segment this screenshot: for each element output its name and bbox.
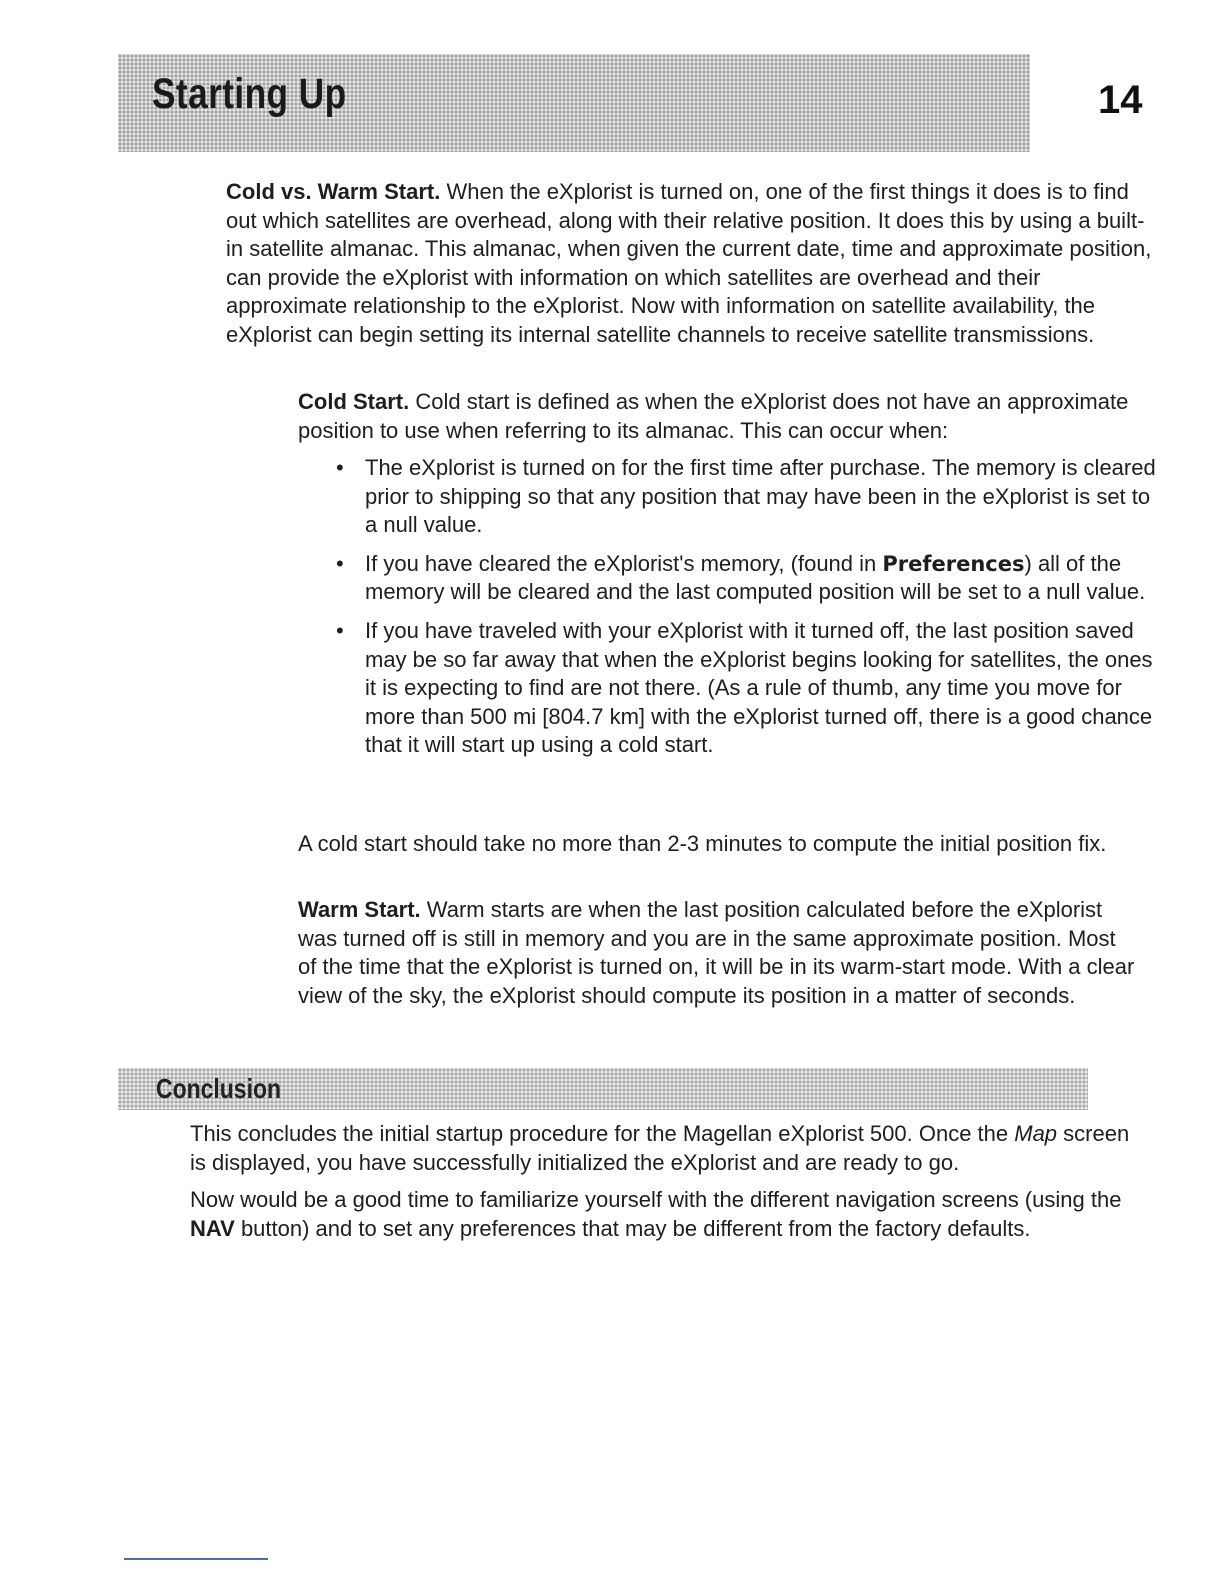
bullet-icon: • bbox=[336, 617, 344, 643]
warm-start-paragraph bbox=[298, 896, 1138, 1010]
footer-rule bbox=[124, 1558, 268, 1560]
list-item-text: The eXplorist is turned on for the first time after purchase. The memory is cleared prior to shipping so that any position that may have been in the eXplorist is set to a null value. bbox=[365, 455, 1156, 538]
conclusion-paragraph-1 bbox=[190, 1120, 1150, 1177]
cold-start-body: Cold start is defined as when the eXplorist does not have an approximate position to use when referring to its almanac. This can occur when: bbox=[298, 389, 1129, 443]
cold-start-duration-paragraph: A cold start should take no more than 2-3 minutes to compute the initial position fix. bbox=[298, 831, 1107, 856]
map-screen-term: Map bbox=[1014, 1121, 1058, 1146]
list-item-text: If you have traveled with your eXplorist with it turned off, the last position saved may be so far away that when the eXplorist begins looking for satellites, the ones it is expecting to find are not there. (As a rule of thumb, any time you move for more than 500 mi [804.7 km] with the eXplorist turned off, there is a good chance that it will start up using a cold start. bbox=[365, 617, 1153, 758]
nav-button-term: NAV bbox=[190, 1215, 235, 1241]
conclusion-text: This concludes the initial startup procedure for the Magellan eXplorist 500. Once the bbox=[190, 1121, 1015, 1146]
list-item-text: ) all of the memory will be cleared and the last computed position will be set to a null value. bbox=[365, 550, 1146, 605]
list-item bbox=[330, 617, 1160, 760]
conclusion-text: screen is displayed, you have successfully initialized the eXplorist and are ready to go. bbox=[190, 1121, 1130, 1175]
warm-start-heading: Warm Start. bbox=[298, 897, 421, 922]
conclusion-title: Conclusion bbox=[156, 1073, 282, 1104]
cold-start-paragraph bbox=[298, 388, 1138, 445]
warm-start-body: Warm starts are when the last position calculated before the eXplorist was turned off is still in memory and you are in the same approximate position. Most of the time that the eXplorist is turned on, it will be in its warm-start mode. With a clear view of the sky, the eXplorist should compute its position in a matter of seconds. bbox=[298, 897, 1135, 1008]
page-number: 14 bbox=[1098, 78, 1143, 122]
cold-vs-warm-heading: Cold vs. Warm Start. bbox=[226, 179, 441, 204]
conclusion-text: Now would be a good time to familiarize yourself with the different navigation screens (using the bbox=[190, 1187, 1122, 1212]
list-item bbox=[330, 550, 1160, 607]
bullet-icon: • bbox=[336, 455, 344, 480]
conclusion-paragraph-2 bbox=[190, 1186, 1150, 1243]
conclusion-text: button) and to set any preferences that may be different from the factory defaults. bbox=[234, 1215, 1031, 1241]
cold-vs-warm-paragraph bbox=[226, 178, 1156, 350]
bullet-icon: • bbox=[336, 550, 344, 576]
list-item bbox=[330, 454, 1160, 540]
preferences-keyword: Preferences bbox=[882, 551, 1025, 576]
list-item-text: If you have cleared the eXplorist's memory, (found in bbox=[365, 550, 883, 576]
cold-start-conditions-list bbox=[330, 454, 1160, 760]
cold-vs-warm-body: When the eXplorist is turned on, one of the first things it does is to find out which satellites are overhead, along with their relative position. It does this by using a built-in satellite almanac. This almanac, when given the current date, time and approximate position, can provide the eXplorist with information on which satellites are overhead and their approximate relationship to the eXplorist. Now with information on satellite availability, the eXplorist can begin setting its internal satellite channels to receive satellite transmissions. bbox=[226, 179, 1152, 347]
cold-start-heading: Cold Start. bbox=[298, 389, 410, 414]
section-title: Starting Up bbox=[152, 70, 347, 118]
